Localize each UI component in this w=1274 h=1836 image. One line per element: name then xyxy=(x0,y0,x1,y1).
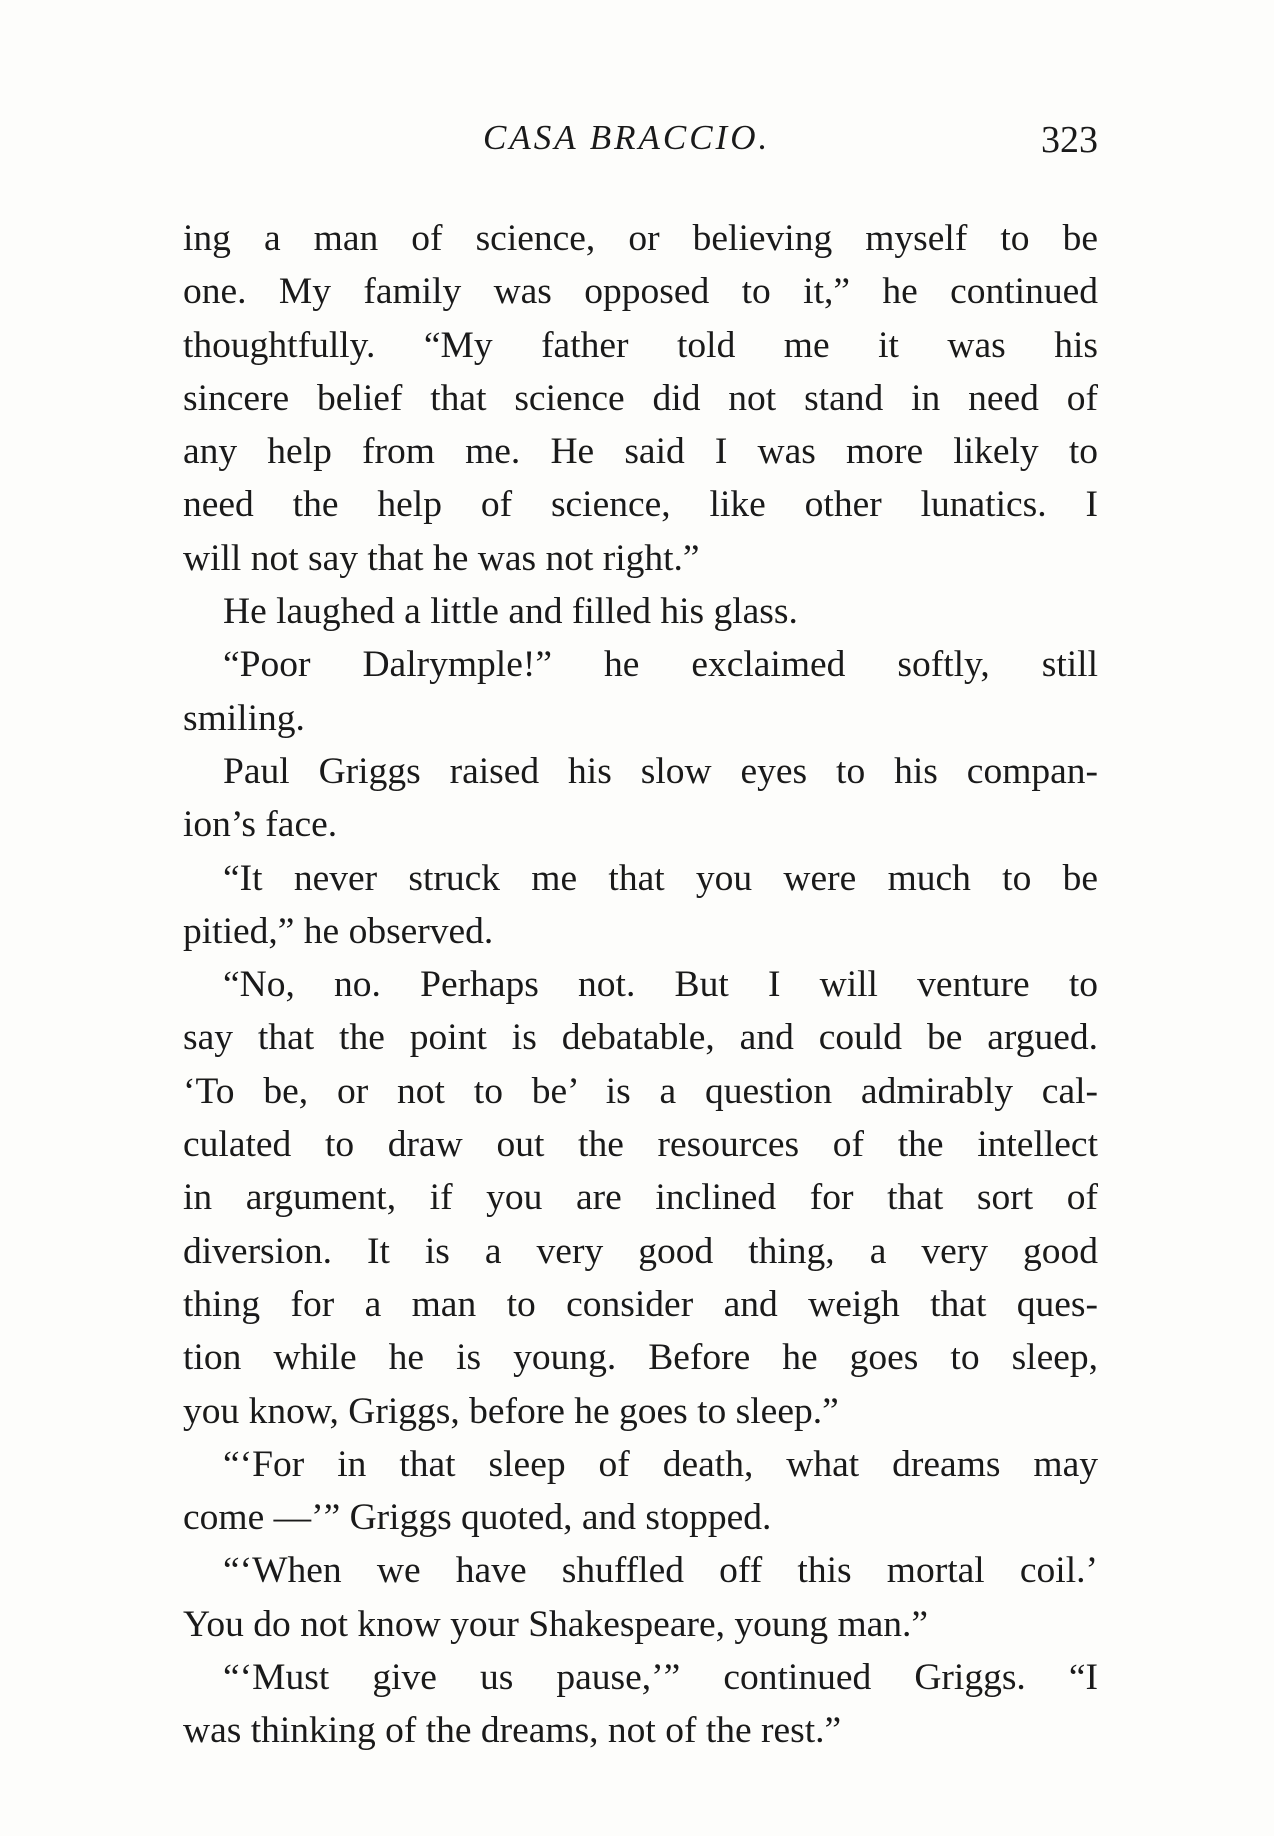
text-line: say that the point is debatable, and could be argued. xyxy=(183,1017,1098,1059)
text-line: thoughtfully. “My father told me it was his xyxy=(183,324,1098,366)
running-title: CASA BRACCIO. xyxy=(483,118,771,157)
text-line: ‘To be, or not to be’ is a question admirably cal- xyxy=(183,1070,1098,1112)
text-line: one. My family was opposed to it,” he continued xyxy=(183,271,1098,313)
text-line: need the help of science, like other lunatics. I xyxy=(183,484,1098,526)
text-line: Paul Griggs raised his slow eyes to his compan- xyxy=(223,750,1098,792)
text-line: you know, Griggs, before he goes to sleep.” xyxy=(183,1390,839,1432)
text-line: was thinking of the dreams, not of the rest.” xyxy=(183,1710,842,1752)
running-head xyxy=(183,118,1098,168)
text-line: culated to draw out the resources of the intellect xyxy=(183,1124,1098,1166)
text-line: ion’s face. xyxy=(183,804,338,846)
text-line: ing a man of science, or believing myself to be xyxy=(183,218,1098,259)
text-line: “Poor Dalrymple!” he exclaimed softly, still xyxy=(223,644,1098,686)
text-line: You do not know your Shakespeare, young man.” xyxy=(183,1603,929,1645)
text-line: any help from me. He said I was more likely to xyxy=(183,431,1098,473)
text-line: diversion. It is a very good thing, a very good xyxy=(183,1230,1098,1272)
text-line: come —’” Griggs quoted, and stopped. xyxy=(183,1497,772,1539)
text-line: will not say that he was not right.” xyxy=(183,537,700,579)
page-number: 323 xyxy=(1041,119,1098,161)
body-text xyxy=(183,212,1098,1758)
text-line: “‘When we have shuffled off this mortal coil.’ xyxy=(223,1550,1098,1592)
text-line: in argument, if you are inclined for that sort of xyxy=(183,1177,1098,1219)
text-line: “‘Must give us pause,’” continued Griggs. “I xyxy=(223,1657,1098,1699)
text-line: tion while he is young. Before he goes to sleep, xyxy=(183,1337,1098,1379)
text-line: “No, no. Perhaps not. But I will venture to xyxy=(223,964,1098,1006)
text-line: “It never struck me that you were much to be xyxy=(223,857,1098,899)
text-line: sincere belief that science did not stand in need of xyxy=(183,377,1098,419)
text-line: thing for a man to consider and weigh that ques- xyxy=(183,1283,1098,1325)
text-line: smiling. xyxy=(183,697,305,739)
text-line: He laughed a little and filled his glass. xyxy=(223,591,798,633)
text-line: “‘For in that sleep of death, what dreams may xyxy=(223,1443,1098,1485)
text-line: pitied,” he observed. xyxy=(183,910,494,952)
